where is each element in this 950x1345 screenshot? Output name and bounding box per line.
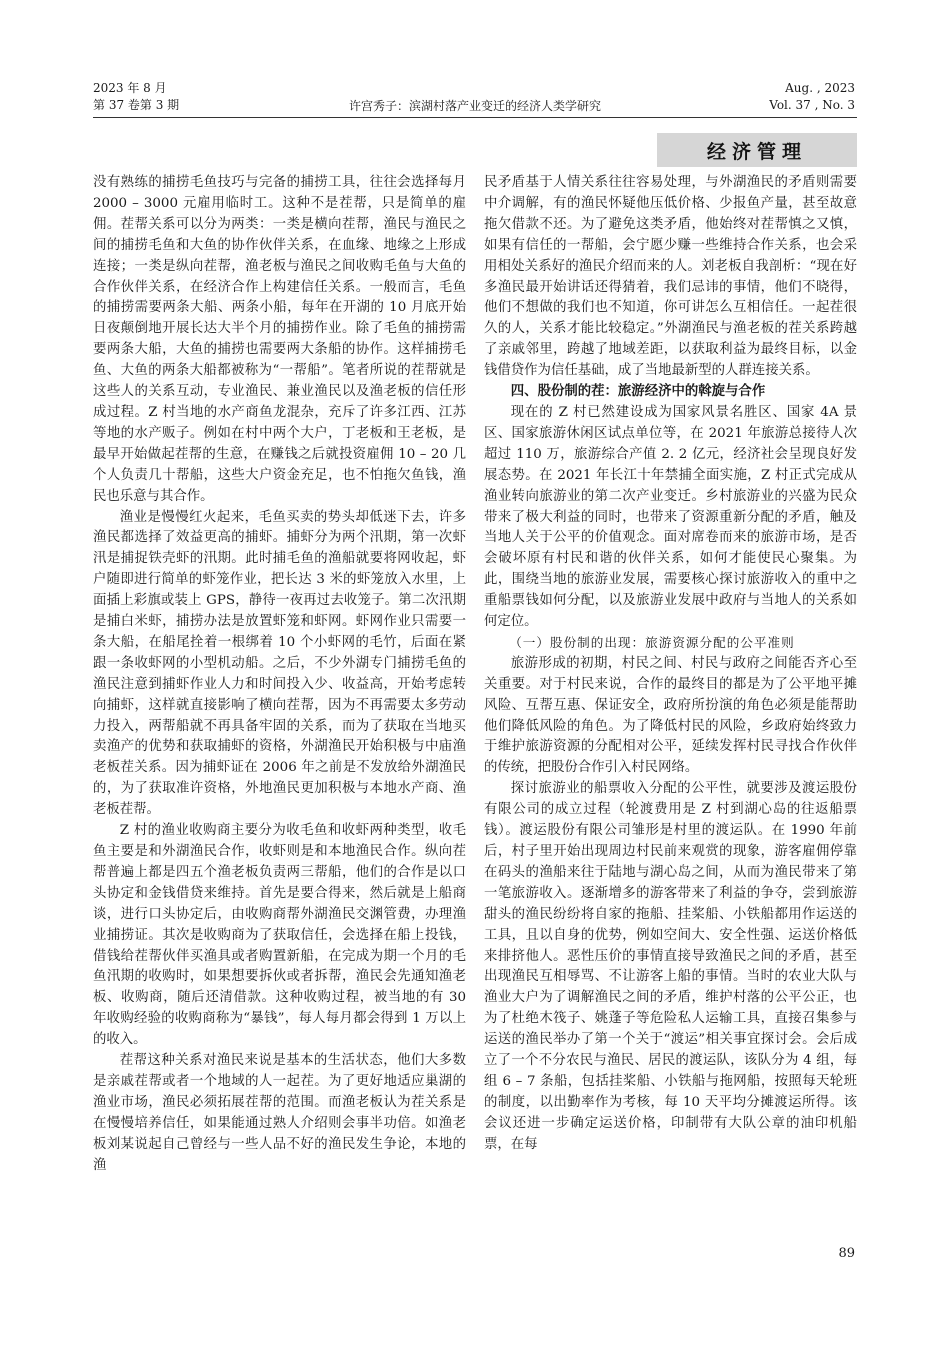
body-paragraph: 现在的 Z 村已然建设成为国家风景名胜区、国家 4A 景区、国家旅游休闲区试点单位等，在 2021 年旅游总接待人次超过 110 万，旅游综合产值 2. 2 亿元，经济社会呈现良好发展态势。在 2021 年长江十年禁捕全面实施，Z 村正式完成从渔业转向旅游业的第二次产业变迁。乡村旅游业的兴盛为民众带来了极大利益的同时，也带来了资源重新分配的矛盾，触及当地人关于公平的价值观念。面对席卷而来的旅游市场，是否会破坏原有村民和谐的伙伴关系，如何才能使民心聚集。为此，围绕当地的旅游业发展，需要核心探讨旅游收入的重中之重船票钱如何分配，以及旅游业发展中政府与当地人的关系如何定位。 <box>484 404 857 630</box>
section-badge: 经济管理 <box>657 133 857 167</box>
issue-date: 2023 年 8 月 <box>93 81 167 95</box>
right-column <box>484 173 857 1156</box>
page-number: 89 <box>838 1246 855 1261</box>
body-paragraph: 渔业是慢慢红火起来，毛鱼买卖的势头却低迷下去，许多渔民都选择了效益更高的捕虾。捕虾分为两个汛期，第一次虾汛是捕捉铁壳虾的汛期。此时捕毛鱼的渔船就要将网收起，虾户随即进行简单的虾笼作业，把长达 3 米的虾笼放入水里，上面插上彩旗或装上 GPS，静待一夜再过去收笼子。第二次汛期是捕白米虾，捕捞办法是放置虾笼和虾网。虾网作业只需要一条大船，在船尾拴着一根绑着 10 个小虾网的毛竹，后面在紧跟一条收虾网的小型机动船。之后，不少外湖专门捕捞毛鱼的渔民注意到捕虾作业人力和时间投入少、收益高，开始考虑转向捕虾，这样就直接影响了横向茬帮，因为不再需要太多劳动力投入，两帮船就不再具备牢固的关系，而为了获取在当地买卖渔产的优势和获取捕虾的资格，外湖渔民开始积极与中庙渔老板茬关系。因为捕虾证在 2006 年之前是不发放给外湖渔民的，为了获取准许资格，外地渔民更加积极与本地水产商、渔老板茬帮。 <box>93 509 466 818</box>
subsection-heading: （一）股份制的出现：旅游资源分配的公平准则 <box>509 634 795 650</box>
issue-date-en: Aug. , 2023 <box>785 81 855 95</box>
body-paragraph: 茬帮这种关系对渔民来说是基本的生活状态，他们大多数是亲戚茬帮或者一个地域的人一起茬。为了更好地适应巢湖的渔业市场，渔民必须拓展茬帮的范围。而渔老板认为茬关系是在慢慢培养信任，如果能通过熟人介绍则会事半功倍。如渔老板刘某说起自己曾经与一些人品不好的渔民发生争论，本地的渔 <box>93 1053 466 1173</box>
section-heading: 四、股份制的茬：旅游经济中的斡旋与合作 <box>510 384 766 400</box>
running-header-right <box>769 80 855 114</box>
body-paragraph: 民矛盾基于人情关系往往容易处理，与外湖渔民的矛盾则需要中介调解，有的渔民怀疑他压低价格、少报鱼产量，甚至故意拖欠借款不还。为了避免这类矛盾，他始终对茬帮慎之又慎，如果有信任的一帮船，会宁愿少赚一些维持合作关系，也会采用相处关系好的渔民介绍而来的人。刘老板自我剖析：“现在好多渔民最开始讲话还得猜着，我们忌讳的事情，他们不晓得，他们不想做的我们也不知道，你可讲怎么互相信任。一起茬很久的人，关系才能比较稳定。”外湖渔民与渔老板的茬关系跨越了亲戚邻里，跨越了地域差距，以获取利益为最终目标，以金钱借贷作为信任基础，成了当地最新型的人群连接关系。 <box>484 175 857 379</box>
body-paragraph: Z 村的渔业收购商主要分为收毛鱼和收虾两种类型，收毛鱼主要是和外湖渔民合作，收虾则是和本地渔民合作。纵向茬帮普遍上都是四五个渔老板负责两三帮船，他们的合作是以口头协定和金钱借贷来维持。首先是要合得来，然后就是上船商谈，进行口头协定后，由收购商帮外湖渔民交渊管费，办理渔业捕捞证。其次是收购商为了获取信任，会选择在船上投钱，借钱给茬帮伙伴买渔具或者购置新船，在完成为期一个月的毛鱼汛期的收购时，如果想要拆伙或者拆帮，渔民会先通知渔老板、收购商，随后还清借款。这种收购过程，被当地的有 30 年收购经验的收购商称为“暴钱”，每人每月都会得到 1 万以上的收入。 <box>93 823 466 1048</box>
body-paragraph: 没有熟练的捕捞毛鱼技巧与完备的捕捞工具，往往会选择每月 2000 – 3000 元雇用临时工。这种不是茬帮，只是简单的雇佣。茬帮关系可以分为两类：一类是横向茬帮，渔民与渔民之间的捕捞毛鱼和大鱼的协作伙伴关系，在血缘、地缘之上形成连接；一类是纵向茬帮，渔老板与渔民之间收购毛鱼与大鱼的合作伙伴关系，在经济合作上构建信任关系。一般而言，毛鱼的捕捞需要两条大船、两条小船，每年在开湖的 10 月底开始日夜颠倒地开展长达大半个月的捕捞作业。除了毛鱼的捕捞需要两条大船，大鱼的捕捞也需要两大条船的协作。这样捕捞毛鱼、大鱼的两条大船都被称为“一帮船”。笔者所说的茬帮就是这些人的关系互动，专业渔民、兼业渔民以及渔老板的信任形成过程。Z 村当地的水产商鱼龙混杂，充斥了许多江西、江苏等地的水产贩子。例如在村中两个大户，丁老板和王老板，是最早开始做起茬帮的生意，在赚钱之后就投资雇佣 10 – 20 几个人负责几十帮船，这些大户资金充足，也不怕拖欠鱼钱，渔民也乐意与其合作。 <box>93 175 466 504</box>
running-title: 许宫秀子：滨湖村落产业变迁的经济人类学研究 <box>348 99 601 113</box>
volume-issue-en: Vol. 37 , No. 3 <box>769 98 855 112</box>
body-paragraph: 探讨旅游业的船票收入分配的公平性，就要涉及渡运股份有限公司的成立过程（轮渡费用是 Z 村到湖心岛的往返船票钱）。渡运股份有限公司雏形是村里的渡运队。在 1990 年前后，村子里开始出现周边村民前来观赏的现象，游客雇佣停靠在码头的渔船来往于陆地与湖心岛之间，从而为渔民带来了第一笔旅游收入。逐渐增多的游客带来了利益的争夺，尝到旅游甜头的渔民纷纷将自家的拖船、挂桨船、小铁船都用作运送的工具，且以自身的优势，例如空间大、安全性强、运送价格低来排挤他人。恶性压价的事情直接导致渔民之间的矛盾，甚至出现渔民互相辱骂、不让游客上船的事情。当时的农业大队与渔业大户为了调解渔民之间的矛盾，维护村落的公平公正，也为了杜绝木筏子、姚蓬子等危险私人运输工具，直接召集参与运送的渔民举办了第一个关于“渡运”相关事宜探讨会。会后成立了一个不分农民与渔民、居民的渡运队，该队分为 4 组，每组 6 – 7 条船，包括挂桨船、小铁船与拖网船，按照每天轮班的制度，以出勤率作为考核，每 10 天平均分摊渡运所得。该会议还进一步确定运送价格，印制带有大队公章的油印机船票，在每 <box>484 781 857 1152</box>
header-rule <box>93 117 857 118</box>
left-column <box>93 173 466 1177</box>
body-paragraph: 旅游形成的初期，村民之间、村民与政府之间能否齐心至关重要。对于村民来说，合作的最终目的都是为了公平地平摊风险、互帮互惠、保证安全，政府所扮演的角色必须是能帮助他们降低风险的角色。为了降低村民的风险，乡政府始终致力于维护旅游资源的分配相对公平，延续发挥村民寻找合作伙伴的传统，把股份合作引入村民网络。 <box>484 655 857 776</box>
volume-issue: 第 37 卷第 3 期 <box>93 98 180 112</box>
